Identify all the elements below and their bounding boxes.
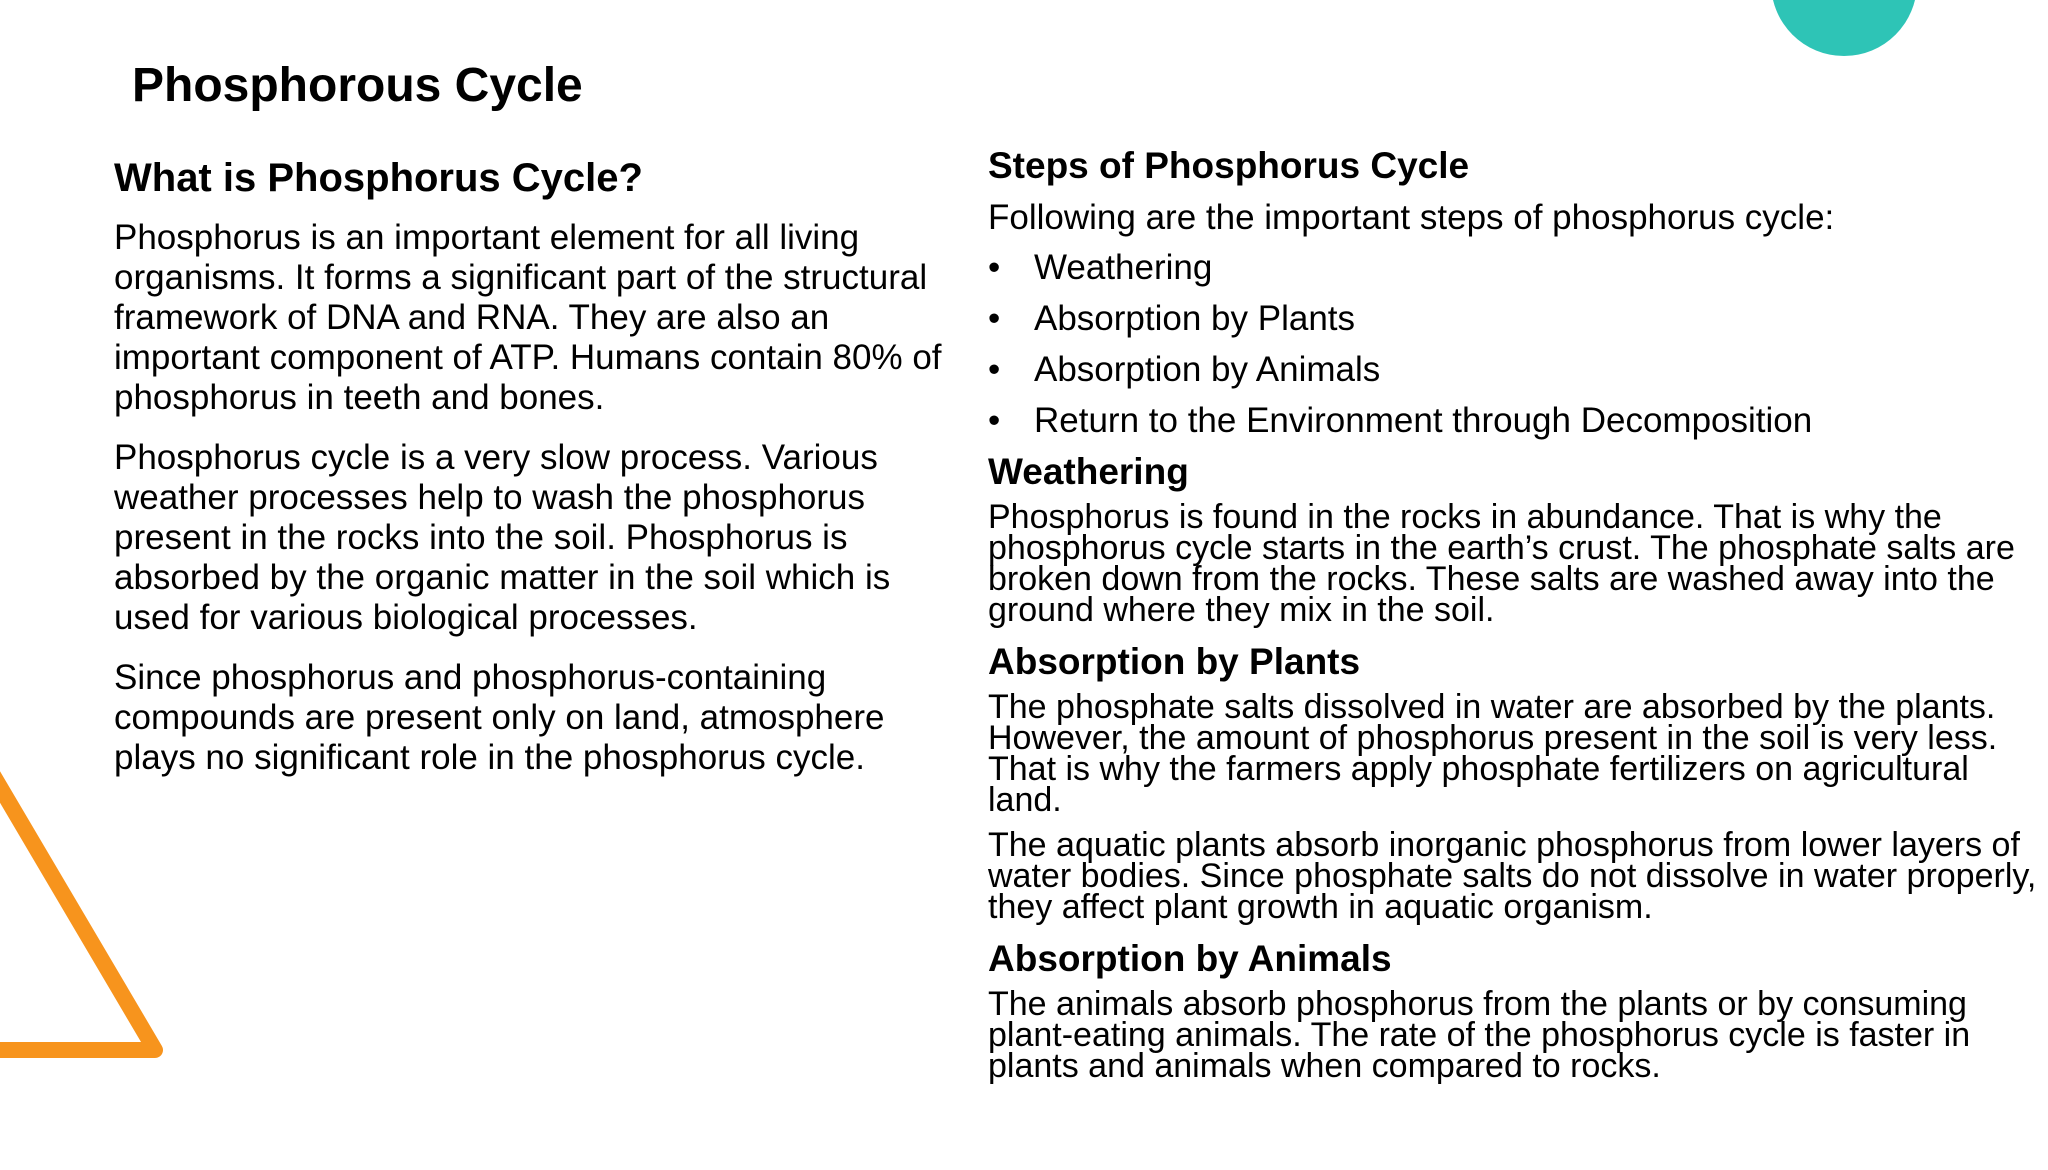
list-item <box>988 246 2038 290</box>
right-column <box>988 144 2038 1096</box>
bullet-icon: • <box>988 299 1001 338</box>
bullet-icon: • <box>988 401 1001 440</box>
animals-heading: Absorption by Animals <box>988 938 1392 979</box>
step-label: Absorption by Animals <box>1034 350 1381 389</box>
left-column <box>114 154 954 798</box>
weathering-paragraph: Phosphorus is found in the rocks in abundance. That is why the phosphorus cycle starts in the earth’s crust. The phosphate salts are broken down from the rocks. These salts are washed away into the ground where they mix in the soil. <box>988 498 2015 629</box>
plants-paragraph-2: The aquatic plants absorb inorganic phosphorus from lower layers of water bodies. Since phosphate salts do not dissolve in water properly, they affect plant growth in aquatic organism. <box>988 826 2037 926</box>
weathering-heading: Weathering <box>988 451 1189 492</box>
list-item <box>988 297 2038 341</box>
what-is-heading: What is Phosphorus Cycle? <box>114 156 643 200</box>
list-item <box>988 399 2038 443</box>
intro-paragraph-1: Phosphorus is an important element for all living organisms. It forms a significant part of the structural framework of DNA and RNA. They are also an important component of ATP. Humans contain 80% of phosphorus in teeth and bones. <box>114 218 942 417</box>
plants-heading: Absorption by Plants <box>988 641 1361 682</box>
intro-paragraph-2: Phosphorus cycle is a very slow process. Various weather processes help to wash the phosphorus present in the rocks into the soil. Phosphorus is absorbed by the organic matter in the soil which is used for various biological processes. <box>114 438 891 637</box>
step-label: Weathering <box>1034 248 1213 287</box>
list-item <box>988 348 2038 392</box>
teal-circle-decoration <box>1771 0 1917 56</box>
animals-paragraph: The animals absorb phosphorus from the plants or by consuming plant-eating animals. The rate of the phosphorus cycle is faster in plants and animals when compared to rocks. <box>988 985 1971 1085</box>
plants-paragraph-1: The phosphate salts dissolved in water are absorbed by the plants. However, the amount of phosphorus present in the soil is very less. That is why the farmers apply phosphate fertilizers on agricultural land. <box>988 688 1998 819</box>
slide-title: Phosphorous Cycle <box>132 59 583 112</box>
bullet-icon: • <box>988 248 1001 287</box>
steps-list <box>988 246 2038 443</box>
orange-triangle-decoration <box>0 760 170 1060</box>
intro-paragraph-3: Since phosphorus and phosphorus-containing compounds are present only on land, atmosphere plays no significant role in the phosphorus cycle. <box>114 658 885 777</box>
step-label: Return to the Environment through Decomposition <box>1034 401 1813 440</box>
bullet-icon: • <box>988 350 1001 389</box>
step-label: Absorption by Plants <box>1034 299 1356 338</box>
steps-intro: Following are the important steps of phosphorus cycle: <box>988 198 1835 237</box>
steps-heading: Steps of Phosphorus Cycle <box>988 145 1470 186</box>
